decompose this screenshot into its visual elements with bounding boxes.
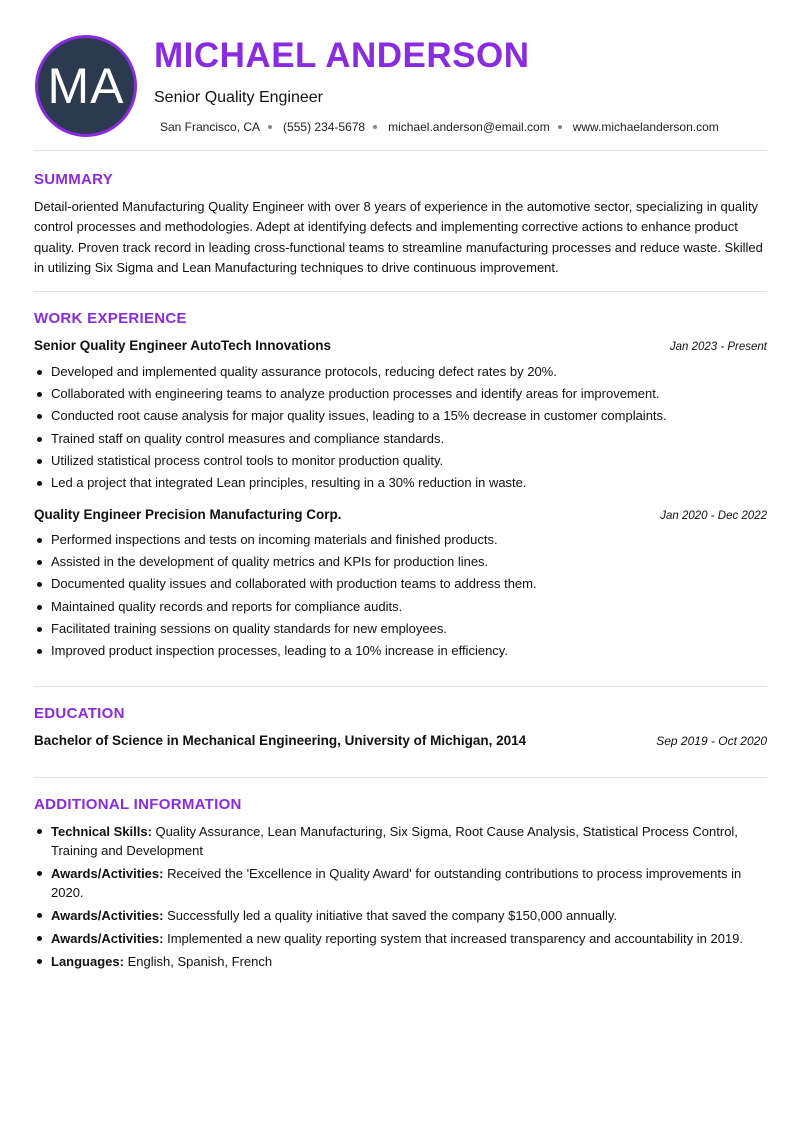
list-item: Conducted root cause analysis for major quality issues, leading to a 15% decrease in customer complaints. (34, 405, 767, 427)
list-item (34, 906, 769, 925)
list-item: Collaborated with engineering teams to analyze production processes and identify areas for improvement. (34, 383, 767, 405)
info-text: English, Spanish, French (123, 954, 273, 969)
summary-text: Detail-oriented Manufacturing Quality Engineer with over 8 years of experience in the automotive sector, specializing in quality control processes and methodologies. Adept at identifying defects and implementing corrective actions to enhance product quality. Proven track record in leading cross-functional teams to streamline manufacturing processes and reduce waste. Skilled in utilizing Six Sigma and Lean Manufacturing techniques to drive continuous improvement. (34, 199, 763, 275)
additional-info-heading: ADDITIONAL INFORMATION (34, 796, 242, 813)
education-entry (34, 733, 767, 748)
list-item (34, 952, 769, 971)
info-text: Quality Assurance, Lean Manufacturing, Six Sigma, Root Cause Analysis, Statistical Process Control, Training and Development (51, 824, 738, 858)
job-header (34, 507, 767, 522)
list-item: Developed and implemented quality assurance protocols, reducing defect rates by 20%. (34, 361, 767, 383)
additional-info-list (34, 822, 769, 975)
info-label: Awards/Activities: (51, 866, 164, 881)
info-text: Received the 'Excellence in Quality Award' for outstanding contributions to process improvements in 2020. (51, 866, 742, 900)
contact-website[interactable]: www.michaelanderson.com (572, 120, 719, 134)
list-item: Assisted in the development of quality metrics and KPIs for production lines. (34, 551, 767, 573)
work-experience-heading: WORK EXPERIENCE (34, 310, 187, 327)
separator-dot-icon (268, 125, 272, 129)
list-item: Facilitated training sessions on quality standards for new employees. (34, 618, 767, 640)
summary-heading: SUMMARY (34, 171, 114, 188)
divider (34, 291, 767, 292)
list-item: Led a project that integrated Lean principles, resulting in a 30% reduction in waste. (34, 472, 767, 494)
list-item: Documented quality issues and collaborated with production teams to address them. (34, 573, 767, 595)
info-text: Successfully led a quality initiative that saved the company $150,000 annually. (163, 908, 618, 923)
education-heading: EDUCATION (34, 705, 125, 722)
job-title: Senior Quality Engineer (154, 89, 323, 106)
list-item: Maintained quality records and reports for compliance audits. (34, 596, 767, 618)
list-item (34, 864, 769, 902)
divider (34, 150, 767, 151)
job-role: Senior Quality Engineer AutoTech Innovations (34, 338, 332, 353)
job-bullets (34, 361, 767, 494)
list-item: Performed inspections and tests on incoming materials and finished products. (34, 529, 767, 551)
info-label: Awards/Activities: (51, 908, 164, 923)
info-label: Technical Skills: (51, 824, 152, 839)
job-header (34, 338, 767, 353)
contact-email[interactable]: michael.anderson@email.com (388, 120, 550, 134)
info-text: Implemented a new quality reporting system that increased transparency and accountability in 2019. (163, 931, 744, 946)
contact-location: San Francisco, CA (160, 120, 261, 134)
separator-dot-icon (558, 125, 562, 129)
info-label: Languages: (51, 954, 124, 969)
list-item: Improved product inspection processes, leading to a 10% increase in efficiency. (34, 640, 767, 662)
divider (34, 686, 767, 687)
job-dates: Jan 2020 - Dec 2022 (660, 510, 767, 522)
job-role: Quality Engineer Precision Manufacturing Corp. (34, 507, 342, 522)
list-item (34, 929, 769, 948)
job-bullets (34, 529, 767, 662)
degree: Bachelor of Science in Mechanical Engineering, University of Michigan, 2014 (34, 733, 527, 748)
education-dates: Sep 2019 - Oct 2020 (656, 734, 767, 748)
list-item: Trained staff on quality control measures and compliance standards. (34, 428, 767, 450)
avatar-initials: MA (47, 58, 125, 114)
contact-phone: (555) 234-5678 (283, 120, 366, 134)
avatar (35, 35, 137, 137)
divider (34, 777, 767, 778)
job-dates: Jan 2023 - Present (669, 341, 767, 353)
separator-dot-icon (373, 125, 377, 129)
list-item (34, 822, 769, 860)
info-label: Awards/Activities: (51, 931, 164, 946)
contact-line (160, 120, 719, 134)
candidate-name: MICHAEL ANDERSON (154, 36, 530, 75)
list-item: Utilized statistical process control tools to monitor production quality. (34, 450, 767, 472)
